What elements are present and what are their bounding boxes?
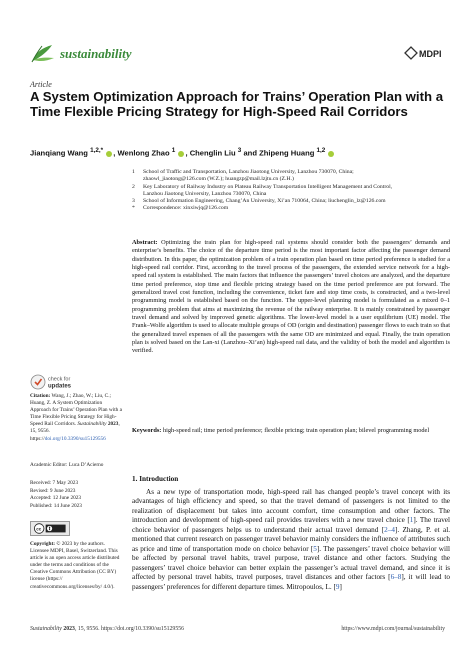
- published-date: Published: 14 June 2023: [30, 502, 82, 509]
- conjunction: and: [243, 148, 257, 158]
- author-affiliation-sup: 1,2: [316, 147, 326, 154]
- affiliation-number: 3: [132, 198, 135, 205]
- article-type: Article: [30, 80, 52, 89]
- footer-journal-link[interactable]: https://www.mdpi.com/journal/sustainability: [341, 626, 445, 632]
- copyright-label: Copyright:: [30, 541, 56, 547]
- reference-link[interactable]: 6–8: [390, 573, 402, 582]
- author-affiliation-sup: 1,2,*: [90, 147, 104, 154]
- paper-title: A System Optimization Approach for Trains’ Operation Plan with a Time Flexible Pricing Strategy for High-Speed Rail Corridors: [30, 89, 444, 120]
- orcid-icon[interactable]: [178, 151, 184, 157]
- body-text: ]. The travel choice behavior of passengers helps us to understand their actual travel demand [: [132, 516, 450, 534]
- abstract-text: Optimizing the train plan for high-speed rail systems should consider both the passengers’ demands and enterprise’s benefits. The choice of the departure time period is the most important factor affecting the passenger demand distribution. In this paper, the optimization problem of a train operation plan based on time period preference is studied for a high-speed rail corridor. First, according to the travel process of the passengers, the extended service network for a high-speed rail system is established. The main factors that influence the passengers’ travel choices are analyzed, and the departure time period preference, stop time and flexible pricing strategy based on the time period preference are put forward. The generalized travel cost function, including the convenience, ticket fare and stop time costs, is constructed, and a two-level programming model is established based on the function. The upper-level planning model is formulated as a mixed 0–1 programming problem that aims at maximizing the revenue of the railway enterprise. It is mainly constrained by passenger travel demand and solved by improved genetic algorithms. The lower-level model is a user equilibrium (UE) model. The Frank–Wolfe algorithm is used to allocate multiple groups of OD (origin and destination) passenger flows to each train so that the generalized travel expenses of all the passengers with the same OD are minimized and equal. Finally, the train operation plan is solved based on the Lan-xi (Lanzhou–Xi’an) high-speed rail data, and the validity of both the model and algorithm is verified.: [132, 239, 451, 355]
- academic-editor: [30, 462, 122, 468]
- affiliation-number: *: [132, 205, 135, 212]
- footer-journal: Sustainability: [30, 626, 62, 632]
- author-name[interactable]: Jianqiang Wang: [30, 148, 88, 158]
- author-affiliation-sup: 3: [237, 147, 242, 154]
- footer-year: 2023: [63, 626, 75, 632]
- citation-journal: Sustainability: [77, 421, 107, 428]
- citation-label: Citation:: [30, 393, 51, 399]
- introduction-paragraph: [132, 488, 450, 592]
- author-name[interactable]: Wenlong Zhao: [117, 148, 170, 158]
- received-date: Received: 7 May 2023: [30, 480, 79, 486]
- accepted-date: Accepted: 12 June 2023: [30, 495, 82, 502]
- updates-label: updates: [48, 383, 72, 390]
- copyright-block: [30, 541, 122, 591]
- reference-link[interactable]: 9: [335, 582, 340, 591]
- cc-by-license-icon[interactable]: [30, 521, 70, 536]
- abstract: [132, 239, 450, 356]
- keywords-text: high-speed rail; time period preference; flexible pricing; train operation plan; bilevel programming model: [162, 427, 430, 434]
- author-name[interactable]: Zhipeng Huang: [259, 148, 315, 158]
- mdpi-logo-icon[interactable]: [402, 44, 442, 62]
- affiliation-number: 2: [132, 183, 135, 190]
- affiliation-item: [132, 184, 452, 199]
- revised-date: Revised: 9 June 2023: [30, 487, 76, 494]
- keywords-label: Keywords:: [132, 427, 162, 434]
- author-affiliation-sup: 1: [171, 147, 176, 154]
- check-label: check for: [48, 376, 71, 383]
- body-text: ]. The passengers’ travel choice behavior will be affected by personal travel habits, travel purpose, travel distance and other factors. Studying the passengers’ travel choice behavior can better explain the passenger’s actual travel demand, and since it is affected by personal travel habits, travel purposes, travel distances and other factors [: [132, 544, 450, 582]
- separator: ,: [185, 148, 188, 158]
- affiliation-line: Lanzhou Jiaotong University, Lanzhou 730070, China: [143, 190, 267, 197]
- affiliation-line: zhaowl_jiaotong@126.com (W.Z.); huangzp@mail.lzjtu.cn (Z.H.): [143, 176, 294, 183]
- affiliation-line: School of Traffic and Transportation, Lanzhou Jiaotong University, Lanzhou 730070, China;: [143, 169, 354, 175]
- journal-name[interactable]: sustainability: [60, 46, 132, 61]
- citation-volume: , 15, 9556. https://: [30, 421, 120, 442]
- footer-doi[interactable]: , 15, 9556. https://doi.org/10.3390/su15129556: [74, 626, 185, 632]
- orcid-icon[interactable]: [106, 151, 112, 157]
- body-text: ]: [339, 582, 342, 591]
- separator: ,: [113, 148, 116, 158]
- affiliations: [132, 169, 452, 213]
- correspondence-line[interactable]: Correspondence: xinxiwjq@126.com: [143, 205, 229, 212]
- editor-name: Luca D’Acierno: [68, 462, 104, 468]
- citation-doi-link[interactable]: doi.org/10.3390/su15129556: [44, 435, 106, 442]
- article-dates: [30, 480, 122, 510]
- affiliation-item: [132, 198, 452, 205]
- orcid-icon[interactable]: [328, 151, 334, 157]
- section-heading: 1. Introduction: [132, 475, 179, 483]
- affiliation-number: 1: [132, 169, 135, 175]
- page-footer: [30, 626, 445, 638]
- abstract-label: Abstract:: [132, 239, 158, 246]
- check-for-updates-button[interactable]: [30, 372, 90, 392]
- author-list: [30, 147, 460, 158]
- cc-text: cc: [36, 526, 42, 532]
- affiliation-item: [132, 205, 452, 212]
- affiliation-item: [132, 169, 452, 184]
- reference-link[interactable]: 2–4: [384, 525, 395, 534]
- body-text: ]. Zhang, P. et al. mentioned that current research on passenger travel behavior mainly considers the influence of attributes such as price and time of transportation mode on choice behavior [: [132, 525, 450, 553]
- journal-logo-icon: [30, 42, 56, 64]
- affiliation-line: Key Laboratory of Railway Industry on Plateau Railway Transportation Intelligent Management and Control,: [143, 183, 393, 190]
- body-text: As a new type of transportation mode, high-speed rail has changed people’s travel concept with its advantages of high efficiency and speed, so that the travel demand of passengers is not limited to the realization of displacement but takes into account comfort, time consumption and other factors. The introduction and development of high-speed rail provides travelers with a new travel choice [: [132, 488, 450, 525]
- footer-citation: [30, 626, 184, 632]
- affiliation-line: School of Information Engineering, Chang’An University, Xi’an 710064, China; liuchenglin_lz@126.com: [143, 198, 386, 205]
- citation-block: [30, 393, 122, 443]
- author-name[interactable]: Chenglin Liu: [189, 148, 236, 158]
- keywords: [132, 427, 450, 435]
- citation-text: Wang, J.; Zhao, W.; Liu, C.; Huang, Z. A System Optimization Approach for Trains’ Operation Plan with a Time Flexible Pricing Strategy for High-Speed Rail Corridors.: [30, 393, 122, 428]
- reference-link[interactable]: 5: [313, 544, 317, 553]
- publisher-name: MDPI: [419, 49, 442, 59]
- citation-year: 2023: [107, 421, 119, 428]
- reference-link[interactable]: 1: [409, 516, 414, 525]
- editor-label: Academic Editor:: [30, 462, 68, 468]
- body-text: ], it will lead to passengers’ preferences for different departure times. Mitropoulos, L. [: [132, 573, 450, 591]
- copyright-text: © 2023 by the authors. Licensee MDPI, Basel, Switzerland. This article is an open access article distributed under the terms and conditions of the Creative Commons Attribution (CC BY) license (https:// creativecommons.org/licenses/by/ 4.0/).: [30, 541, 120, 590]
